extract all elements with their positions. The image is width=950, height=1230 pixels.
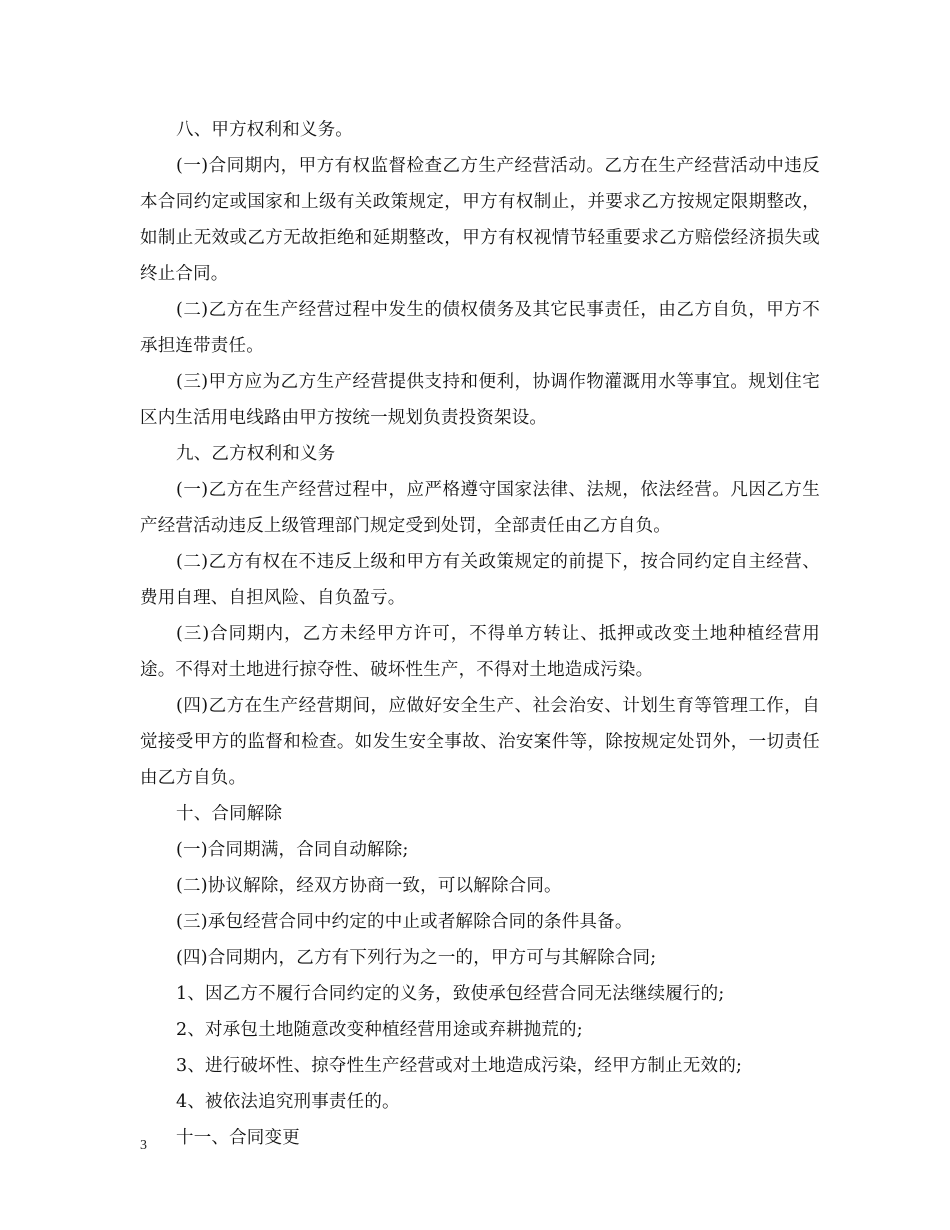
page-number: 3 xyxy=(140,1138,147,1153)
section-heading: 十、合同解除 xyxy=(176,804,283,824)
paragraph: (一)乙方在生产经营过程中，应严格遵守国家法律、法规，依法经营。凡因乙方生产经营活动违反上级管理部门规定受到处罚，全部责任由乙方自负。 xyxy=(140,480,820,536)
list-item: 4、被依法追究刑事责任的。 xyxy=(176,1092,400,1112)
paragraph: (三)甲方应为乙方生产经营提供支持和便利，协调作物灌溉用水等事宜。规划住宅区内生活用电线路由甲方按统一规划负责投资架设。 xyxy=(140,372,820,428)
paragraph: (二)乙方有权在不违反上级和甲方有关政策规定的前提下，按合同约定自主经营、费用自理、自担风险、自负盈亏。 xyxy=(140,552,820,608)
paragraph: (四)合同期内，乙方有下列行为之一的，甲方可与其解除合同; xyxy=(176,948,657,968)
paragraph: (四)乙方在生产经营期间，应做好安全生产、社会治安、计划生育等管理工作，自觉接受甲方的监督和检查。如发生安全事故、治安案件等，除按规定处罚外，一切责任由乙方自负。 xyxy=(140,696,820,788)
list-item: 2、对承包土地随意改变种植经营用途或弃耕抛荒的; xyxy=(176,1020,583,1040)
paragraph: (一)合同期内，甲方有权监督检查乙方生产经营活动。乙方在生产经营活动中违反本合同约定或国家和上级有关政策规定，甲方有权制止，并要求乙方按规定限期整改，如制止无效或乙方无故拒绝和延期整改，甲方有权视情节轻重要求乙方赔偿经济损失或终止合同。 xyxy=(140,156,820,284)
section-heading: 九、乙方权利和义务 xyxy=(176,444,336,464)
paragraph: (二)乙方在生产经营过程中发生的债权债务及其它民事责任，由乙方自负，甲方不承担连带责任。 xyxy=(140,300,820,356)
section-heading: 八、甲方权利和义务。 xyxy=(176,120,353,140)
list-item: 3、进行破坏性、掠夺性生产经营或对土地造成污染，经甲方制止无效的; xyxy=(176,1056,743,1076)
paragraph: (三)承包经营合同中约定的中止或者解除合同的条件具备。 xyxy=(176,912,633,932)
list-item: 1、因乙方不履行合同约定的义务，致使承包经营合同无法继续履行的; xyxy=(176,984,725,1004)
paragraph: (二)协议解除，经双方协商一致，可以解除合同。 xyxy=(176,876,562,896)
paragraph: (一)合同期满，合同自动解除; xyxy=(176,840,409,860)
paragraph: (三)合同期内，乙方未经甲方许可，不得单方转让、抵押或改变土地种植经营用途。不得对土地进行掠夺性、破坏性生产，不得对土地造成污染。 xyxy=(140,624,820,680)
document-body xyxy=(140,112,820,1156)
section-heading: 十一、合同变更 xyxy=(176,1128,300,1148)
